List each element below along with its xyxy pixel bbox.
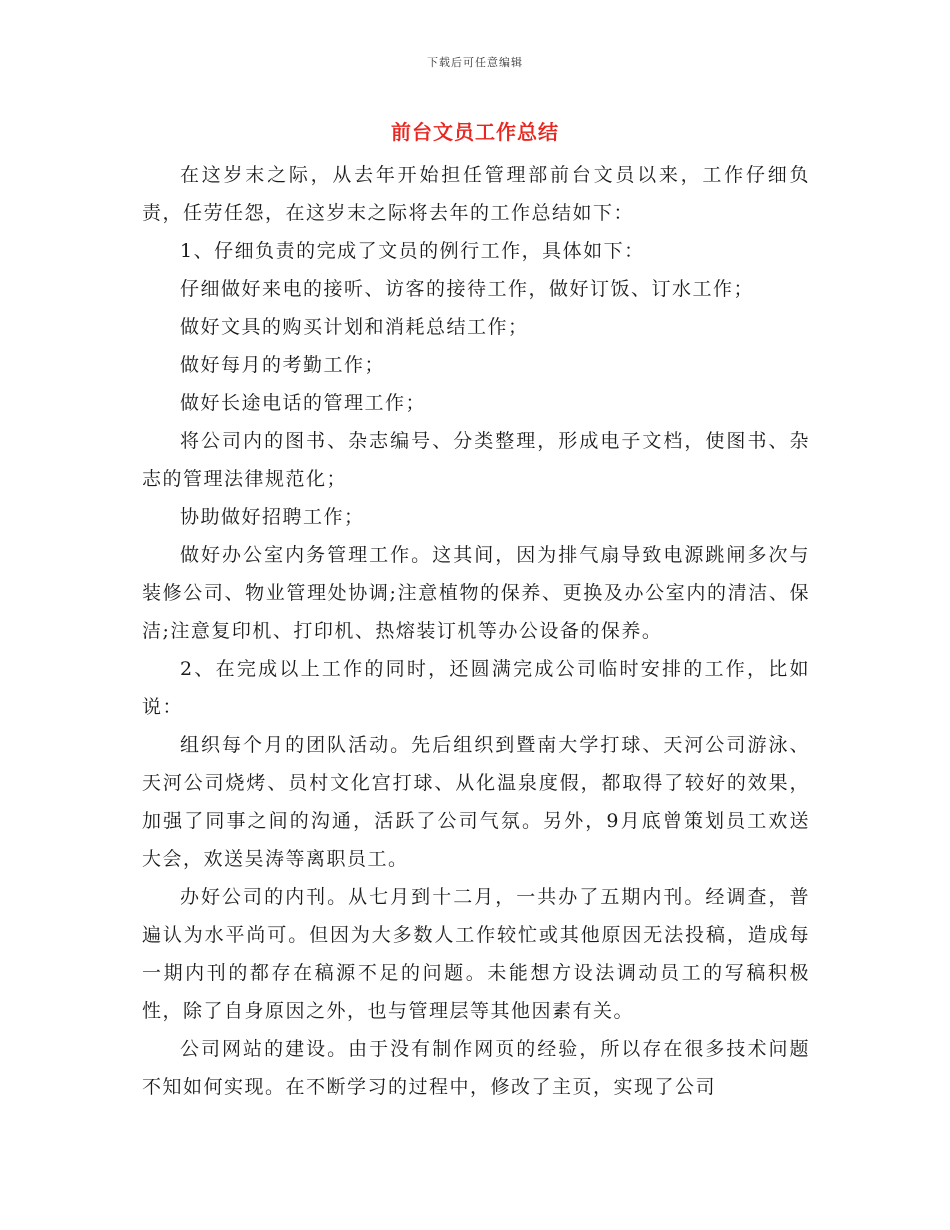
paragraph: 办好公司的内刊。从七月到十二月，一共办了五期内刊。经调查，普遍认为水平尚可。但因为大多数人工作较忙或其他原因无法投稿，造成每一期内刊的都存在稿源不足的问题。未能想方设法调动员工的写稿积极性，除了自身原因之外，也与管理层等其他因素有关。 — [142, 886, 810, 1022]
paragraph: 做好长途电话的管理工作； — [180, 392, 427, 414]
paragraph: 组织每个月的团队活动。先后组织到暨南大学打球、天河公司游泳、天河公司烧烤、员村文化宫打球、从化温泉度假，都取得了较好的效果，加强了同事之间的沟通，活跃了公司气氛。另外，9月底曾策划员工欢送大会，欢送吴涛等离职员工。 — [142, 734, 810, 870]
paragraph: 协助做好招聘工作； — [180, 506, 365, 528]
paragraph: 2、在完成以上工作的同时，还圆满完成公司临时安排的工作，比如说： — [142, 658, 810, 718]
paragraph: 公司网站的建设。由于没有制作网页的经验，所以存在很多技术问题不知如何实现。在不断学习的过程中，修改了主页，实现了公司 — [142, 1038, 810, 1098]
paragraph: 将公司内的图书、杂志编号、分类整理，形成电子文档，使图书、杂志的管理法律规范化； — [142, 430, 810, 490]
paragraph: 做好文具的购买计划和消耗总结工作； — [180, 316, 529, 338]
document-body — [142, 156, 810, 1106]
document-title: 前台文员工作总结 — [391, 120, 559, 144]
paragraph: 做好办公室内务管理工作。这其间，因为排气扇导致电源跳闸多次与装修公司、物业管理处协调;注意植物的保养、更换及办公室内的清洁、保洁;注意复印机、打印机、热熔装订机等办公设备的保养。 — [142, 544, 810, 642]
paragraph: 在这岁末之际，从去年开始担任管理部前台文员以来，工作仔细负责，任劳任怨，在这岁末之际将去年的工作总结如下： — [142, 164, 810, 224]
paragraph: 1、仔细负责的完成了文员的例行工作，具体如下： — [180, 240, 645, 262]
header-note: 下载后可任意编辑 — [427, 56, 523, 69]
paragraph: 做好每月的考勤工作； — [180, 354, 386, 376]
paragraph: 仔细做好来电的接听、访客的接待工作，做好订饭、订水工作； — [180, 278, 755, 300]
